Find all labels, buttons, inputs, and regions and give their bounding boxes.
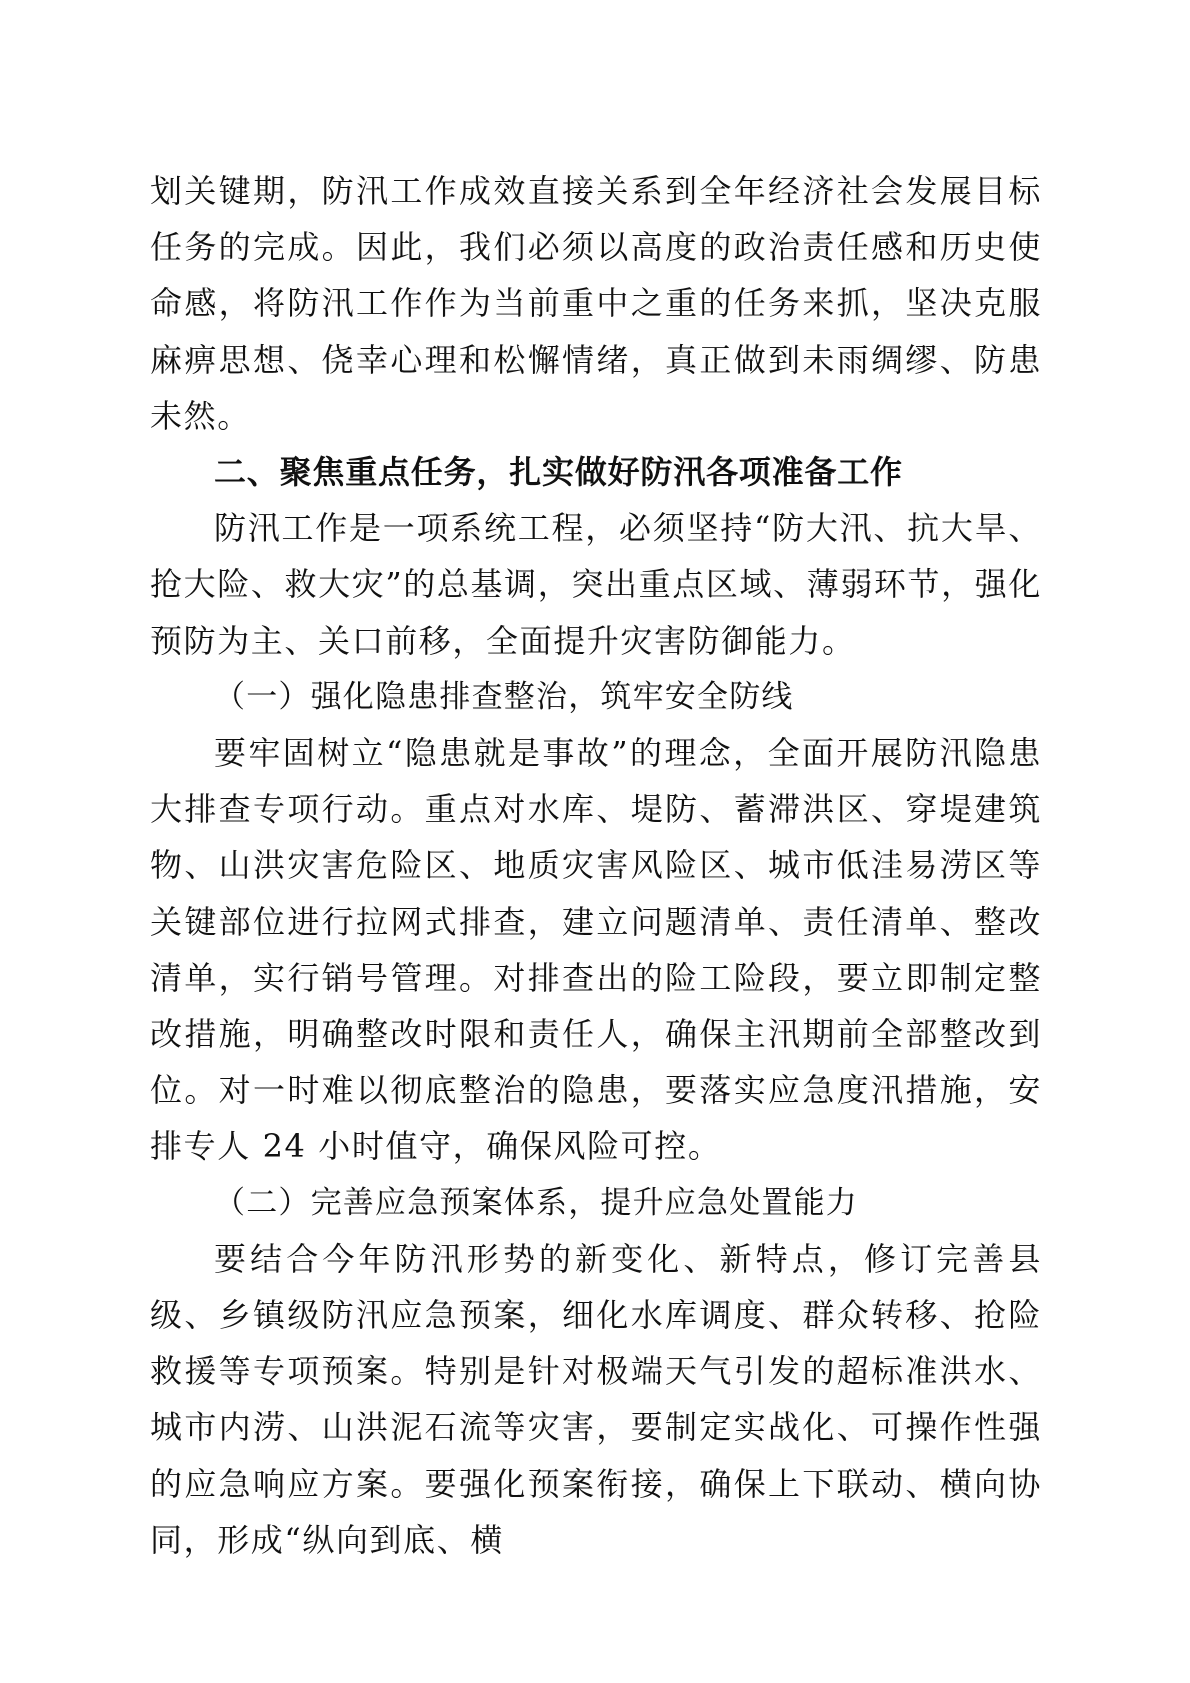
paragraph-hazard-inspection: 要牢固树立“隐患就是事故”的理念，全面开展防汛隐患大排查专项行动。重点对水库、堤防、蓄滞洪区、穿堤建筑物、山洪灾害危险区、地质灾害风险区、城市低洼易涝区等关键部位进行拉网式排查，建立问题清单、责任清单、整改清单，实行销号管理。对排查出的险工险段，要立即制定整改措施，明确整改时限和责任人，确保主汛期前全部整改到位。对一时难以彻底整治的隐患，要落实应急度汛措施，安排专人 24 小时值守，确保风险可控。 <box>150 734 1042 1166</box>
section-heading-2: 二、聚焦重点任务，扎实做好防汛各项准备工作 <box>214 453 903 492</box>
document-body <box>150 163 1042 1568</box>
paragraph-emergency-plan: 要结合今年防汛形势的新变化、新特点，修订完善县级、乡镇级防汛应急预案，细化水库调度、群众转移、抢险救援等专项预案。特别是针对极端天气引发的超标准洪水、城市内涝、山洪泥石流等灾害，要制定实战化、可操作性强的应急响应方案。要强化预案衔接，确保上下联动、横向协同，形成“纵向到底、横 <box>150 1239 1042 1559</box>
subsection-heading-1: （一）强化隐患排查整治，筑牢安全防线 <box>214 678 794 715</box>
paragraph-continuation: 划关键期，防汛工作成效直接关系到全年经济社会发展目标任务的完成。因此，我们必须以高度的政治责任感和历史使命感，将防汛工作作为当前重中之重的任务来抓，坚决克服麻痹思想、侥幸心理和松懈情绪，真正做到未雨绸缪、防患未然。 <box>150 172 1042 435</box>
paragraph-section-2-intro: 防汛工作是一项系统工程，必须坚持“防大汛、抗大旱、抢大险、救大灾”的总基调，突出重点区域、薄弱环节，强化预防为主、关口前移，全面提升灾害防御能力。 <box>150 509 1042 660</box>
subsection-heading-2: （二）完善应急预案体系，提升应急处置能力 <box>214 1184 858 1221</box>
